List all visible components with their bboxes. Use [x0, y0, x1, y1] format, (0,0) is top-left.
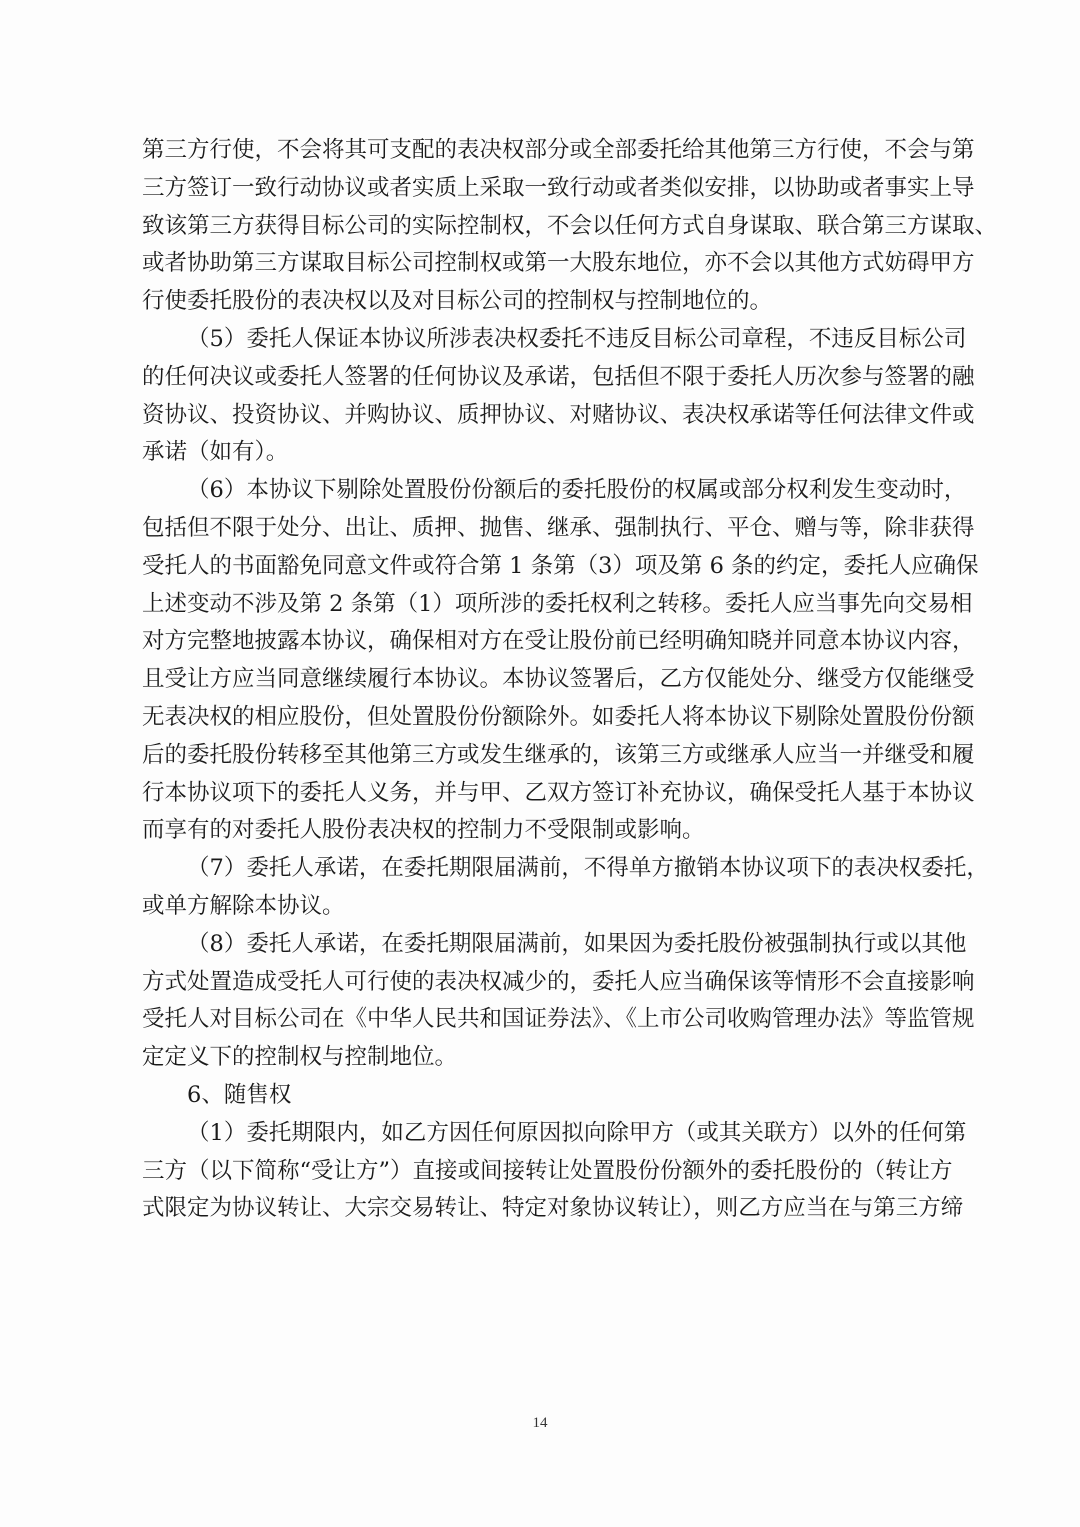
body-text [142, 132, 998, 1228]
page-number: 14 [532, 1415, 548, 1431]
text-line: 对方完整地披露本协议，确保相对方在受让股份前已经明确知晓并同意本协议内容， [142, 628, 975, 655]
text-line: 三方（以下简称“受让方”）直接或间接转让处置股份份额外的委托股份的（转让方 [142, 1157, 953, 1184]
text-line: （8）委托人承诺，在委托期限届满前，如果因为委托股份被强制执行或以其他 [187, 930, 967, 957]
text-line: 上述变动不涉及第 2 条第（1）项所涉的委托权利之转移。委托人应当事先向交易相 [142, 590, 973, 617]
text-line: 定定义下的控制权与控制地位。 [142, 1044, 458, 1071]
text-line: 或者协助第三方谋取目标公司控制权或第一大股东地位，亦不会以其他方式妨碍甲方 [142, 250, 975, 277]
text-line: （7）委托人承诺，在委托期限届满前，不得单方撤销本协议项下的表决权委托， [187, 855, 989, 882]
text-line: 致该第三方获得目标公司的实际控制权，不会以任何方式自身谋取、联合第三方谋取、 [142, 212, 998, 239]
text-line: 后的委托股份转移至其他第三方或发生继承的，该第三方或继承人应当一并继受和履 [142, 741, 975, 768]
text-line: 承诺（如有）。 [142, 439, 289, 466]
text-line: （1）委托期限内，如乙方因任何原因拟向除甲方（或其关联方）以外的任何第 [187, 1119, 967, 1146]
text-line: （5）委托人保证本协议所涉表决权委托不违反目标公司章程，不违反目标公司 [187, 325, 967, 352]
section-heading: 6、随售权 [187, 1081, 292, 1108]
text-line: 行本协议项下的委托人义务，并与甲、乙双方签订补充协议，确保受托人基于本协议 [142, 779, 975, 806]
text-line: 式限定为协议转让、大宗交易转让、特定对象协议转让），则乙方应当在与第三方缔 [142, 1195, 964, 1222]
text-line: 受托人对目标公司在《中华人民共和国证券法》、《上市公司收购管理办法》等监管规 [142, 1006, 975, 1033]
text-line: （6）本协议下剔除处置股份份额后的委托股份的权属或部分权利发生变动时， [187, 477, 967, 504]
text-line: 三方签订一致行动协议或者实质上采取一致行动或者类似安排，以协助或者事实上导 [142, 174, 975, 201]
text-line: 资协议、投资协议、并购协议、质押协议、对赌协议、表决权承诺等任何法律文件或 [142, 401, 975, 428]
text-line: 方式处置造成受托人可行使的表决权减少的，委托人应当确保该等情形不会直接影响 [142, 968, 975, 995]
text-line: 包括但不限于处分、出让、质押、抛售、继承、强制执行、平仓、赠与等，除非获得 [142, 514, 975, 541]
text-line: 无表决权的相应股份，但处置股份份额除外。如委托人将本协议下剔除处置股份份额 [142, 703, 975, 730]
text-line: 的任何决议或委托人签署的任何协议及承诺，包括但不限于委托人历次参与签署的融 [142, 363, 975, 390]
text-line: 行使委托股份的表决权以及对目标公司的控制权与控制地位的。 [142, 288, 773, 315]
text-line: 而享有的对委托人股份表决权的控制力不受限制或影响。 [142, 817, 705, 844]
text-line: 第三方行使，不会将其可支配的表决权部分或全部委托给其他第三方行使，不会与第 [142, 137, 975, 163]
text-line: 受托人的书面豁免同意文件或符合第 1 条第（3）项及第 6 条的约定，委托人应确保 [142, 552, 979, 579]
text-line: 且受让方应当同意继续履行本协议。本协议签署后，乙方仅能处分、继受方仅能继受 [142, 666, 975, 693]
text-line: 或单方解除本协议。 [142, 892, 345, 919]
